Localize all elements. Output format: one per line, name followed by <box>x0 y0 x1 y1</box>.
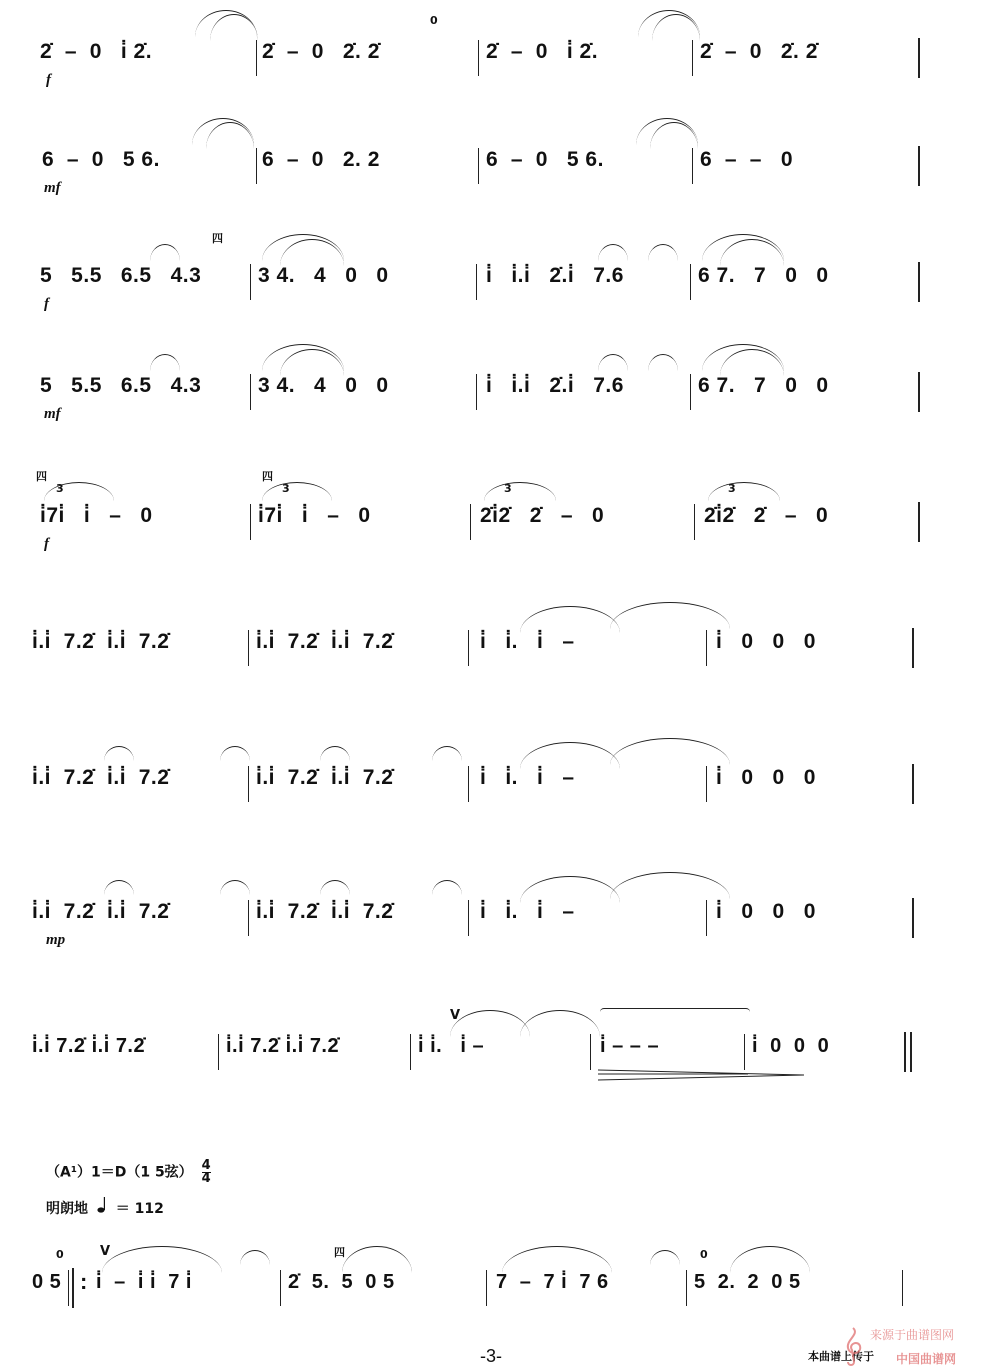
measure-3: i̇ i̇. i̇ – <box>418 1035 485 1057</box>
measure-2: 3 4. 4 0 0 <box>258 264 389 287</box>
slur <box>610 738 730 765</box>
repeat-dots: : <box>80 1269 88 1294</box>
barline <box>470 504 471 540</box>
measure-2: 2̇ – 0 2̇. 2̇ <box>262 40 380 63</box>
staff-system-5 <box>30 470 930 554</box>
slur <box>102 1246 222 1273</box>
slur <box>730 1246 810 1273</box>
dynamic-marking: f <box>44 536 49 552</box>
slur <box>648 354 678 371</box>
slur <box>432 880 462 895</box>
measure-5: i̇ 0 0 0 <box>752 1035 830 1057</box>
time-signature <box>202 1160 211 1185</box>
dynamic-marking: mf <box>44 406 61 422</box>
slur <box>150 354 180 371</box>
slur <box>650 1250 680 1265</box>
barline <box>918 146 920 186</box>
barline <box>706 630 707 666</box>
measure-1: i̇.i̇ 7.2̇ i̇.i̇ 7.2̇ <box>32 1035 146 1057</box>
barline <box>692 40 693 76</box>
barline <box>918 262 920 302</box>
tie <box>600 1008 750 1029</box>
quarter-note-icon <box>97 1197 107 1217</box>
triplet-mark: 3 <box>504 482 512 495</box>
measure-1: 5 5.5 6.5 4.3 <box>40 264 202 287</box>
notes-row <box>30 622 930 662</box>
key-signature-line <box>46 1160 211 1185</box>
staff-system-10 <box>30 1240 930 1320</box>
tempo-text: 明朗地 <box>46 1201 88 1217</box>
breath-mark: V <box>450 1008 461 1023</box>
barline <box>692 148 693 184</box>
notes-row <box>30 758 930 798</box>
watermark-source: 来源于曲谱图网 <box>870 1328 955 1342</box>
measure-4: 6 7. 7 0 0 <box>698 264 829 287</box>
slur <box>44 482 114 501</box>
slur <box>520 1010 600 1037</box>
barline <box>486 1270 487 1306</box>
slur <box>520 606 620 633</box>
barline <box>706 766 707 802</box>
barline <box>690 374 691 410</box>
barline <box>478 148 479 184</box>
slur <box>502 1246 612 1273</box>
slur <box>598 244 628 261</box>
slur <box>610 602 730 629</box>
barline <box>918 372 920 412</box>
staff-system-8 <box>30 870 930 950</box>
measure-4: 5 2. 2 0 5 <box>694 1271 801 1293</box>
measure-1: 2̇ – 0 i̇ 2̇. <box>40 40 153 63</box>
barline <box>902 1270 903 1306</box>
measure-4: i̇ 0 0 0 <box>716 630 816 653</box>
barline <box>410 1034 411 1070</box>
barline <box>248 630 249 666</box>
barline <box>468 900 469 936</box>
measure-3: 7 – 7 i̇ 7 6 <box>496 1271 609 1293</box>
barline <box>478 40 479 76</box>
slur <box>484 482 556 501</box>
barline <box>250 504 251 540</box>
fingering-mark: 四 <box>334 1246 345 1259</box>
barline-final <box>910 1032 912 1072</box>
measure-2: i̇.i̇ 7.2̇ i̇.i̇ 7.2̇ <box>256 900 394 923</box>
triplet-mark: 3 <box>728 482 736 495</box>
dynamic-marking: f <box>44 296 49 312</box>
measure-4: 6 7. 7 0 0 <box>698 374 829 397</box>
notes-row <box>30 496 930 536</box>
barline <box>280 1270 281 1306</box>
slur <box>220 746 250 761</box>
upload-credit: 本曲谱上传于 <box>808 1350 874 1363</box>
barline <box>468 630 469 666</box>
slur <box>220 880 250 895</box>
barline <box>690 264 691 300</box>
staff-system-2 <box>30 118 930 198</box>
staff-system-4 <box>30 344 930 424</box>
pickup-measure: 0 5 <box>32 1271 62 1293</box>
measure-4: 2̇i̇2̇ 2̇ – 0 <box>704 504 829 527</box>
measure-1: i̇7i̇ i̇ – 0 <box>40 504 153 527</box>
time-signature-bottom: 4 <box>201 1171 211 1186</box>
measure-1: i̇.i̇ 7.2̇ i̇.i̇ 7.2̇ <box>32 766 170 789</box>
barline <box>476 264 477 300</box>
treble-clef-icon <box>840 1326 866 1366</box>
staff-system-6 <box>30 600 930 680</box>
triplet-mark: 3 <box>56 482 64 495</box>
measure-2: i̇.i̇ 7.2̇ i̇.i̇ 7.2̇ <box>226 1035 340 1057</box>
measure-1: 5 5.5 6.5 4.3 <box>40 374 202 397</box>
fingering-mark: 0 <box>430 14 438 27</box>
measure-2: i̇7i̇ i̇ – 0 <box>258 504 371 527</box>
measure-4: i̇ 0 0 0 <box>716 900 816 923</box>
dynamic-marking: f <box>46 72 51 88</box>
measure-3: i̇ i̇.i̇ 2̇.i̇ 7.6 <box>486 374 624 397</box>
measure-3: i̇ i̇. i̇ – <box>480 900 575 923</box>
barline <box>250 264 251 300</box>
barline <box>250 374 251 410</box>
repeat-barline <box>68 1270 69 1306</box>
fingering-mark: 四 <box>212 232 223 245</box>
slur <box>432 746 462 761</box>
notes-row <box>30 256 930 296</box>
barline-final <box>904 1032 906 1072</box>
barline <box>694 504 695 540</box>
measure-3: i̇ i̇. i̇ – <box>480 766 575 789</box>
key-signature: （A¹）1＝D（1 5弦） <box>46 1164 193 1181</box>
notes-row <box>30 892 930 932</box>
decrescendo-hairpin <box>598 1068 808 1082</box>
barline <box>256 148 257 184</box>
slur <box>320 746 350 761</box>
slur <box>708 482 780 501</box>
notes-row <box>30 366 930 406</box>
measure-4: 2̇ – 0 2̇. 2̇ <box>700 40 818 63</box>
measure-4: i̇ – – – <box>600 1035 660 1057</box>
barline <box>686 1270 687 1306</box>
measure-4: i̇ 0 0 0 <box>716 766 816 789</box>
slur <box>320 880 350 895</box>
slur <box>520 876 620 903</box>
measure-4: 6 – – 0 <box>700 148 794 171</box>
barline <box>912 764 914 804</box>
staff-system-7 <box>30 736 930 816</box>
page-number: -3- <box>480 1346 502 1366</box>
barline <box>248 900 249 936</box>
slur <box>598 354 628 371</box>
measure-3: 2̇ – 0 i̇ 2̇. <box>486 40 599 63</box>
measure-2: 3 4. 4 0 0 <box>258 374 389 397</box>
tempo-value: ＝ 112 <box>115 1201 164 1217</box>
measure-2: 6 – 0 2. 2 <box>262 148 380 171</box>
barline <box>590 1034 591 1070</box>
barline <box>744 1034 745 1070</box>
fingering-mark: 四 <box>262 470 273 483</box>
dynamic-marking: mf <box>44 180 61 196</box>
dynamic-marking: mp <box>46 932 66 948</box>
measure-1: i̇.i̇ 7.2̇ i̇.i̇ 7.2̇ <box>32 900 170 923</box>
measure-1: i̇.i̇ 7.2̇ i̇.i̇ 7.2̇ <box>32 630 170 653</box>
barline <box>248 766 249 802</box>
fingering-mark: 0 <box>56 1248 64 1261</box>
slur <box>104 746 134 761</box>
slur <box>450 1010 530 1037</box>
staff-system-3 <box>30 234 930 314</box>
notes-row <box>30 140 930 180</box>
measure-3: 6 – 0 5 6. <box>486 148 604 171</box>
notes-row <box>30 32 930 72</box>
section-header <box>46 1160 211 1230</box>
slur <box>648 244 678 261</box>
watermark <box>840 1326 990 1368</box>
barline <box>706 900 707 936</box>
slur <box>520 742 620 769</box>
slur <box>240 1250 270 1265</box>
slur <box>104 880 134 895</box>
barline <box>256 40 257 76</box>
barline <box>918 38 920 78</box>
measure-2: 2̇ 5. 5 0 5 <box>288 1271 395 1293</box>
time-signature-top: 4 <box>201 1158 211 1173</box>
measure-2: i̇.i̇ 7.2̇ i̇.i̇ 7.2̇ <box>256 630 394 653</box>
barline <box>218 1034 219 1070</box>
barline <box>918 502 920 542</box>
breath-mark: V <box>100 1244 111 1259</box>
slur <box>150 244 180 261</box>
measure-1: i̇ – i̇ i̇ 7 i̇ <box>96 1271 192 1293</box>
barline <box>912 898 914 938</box>
barline <box>476 374 477 410</box>
slur <box>342 1246 412 1273</box>
measure-1: 6 – 0 5 6. <box>42 148 160 171</box>
repeat-barline <box>72 1268 74 1308</box>
measure-3: i̇ i̇. i̇ – <box>480 630 575 653</box>
fingering-mark: 0 <box>700 1248 708 1261</box>
measure-3: 2̇i̇2̇ 2̇ – 0 <box>480 504 605 527</box>
slur <box>610 872 730 899</box>
tempo-line <box>46 1197 211 1218</box>
slur <box>262 482 332 501</box>
staff-system-1 <box>30 10 930 90</box>
barline <box>468 766 469 802</box>
watermark-brand: 中国曲谱网 <box>896 1352 957 1366</box>
barline <box>912 628 914 668</box>
measure-2: i̇.i̇ 7.2̇ i̇.i̇ 7.2̇ <box>256 766 394 789</box>
measure-3: i̇ i̇.i̇ 2̇.i̇ 7.6 <box>486 264 624 287</box>
triplet-mark: 3 <box>282 482 290 495</box>
fingering-mark: 四 <box>36 470 47 483</box>
